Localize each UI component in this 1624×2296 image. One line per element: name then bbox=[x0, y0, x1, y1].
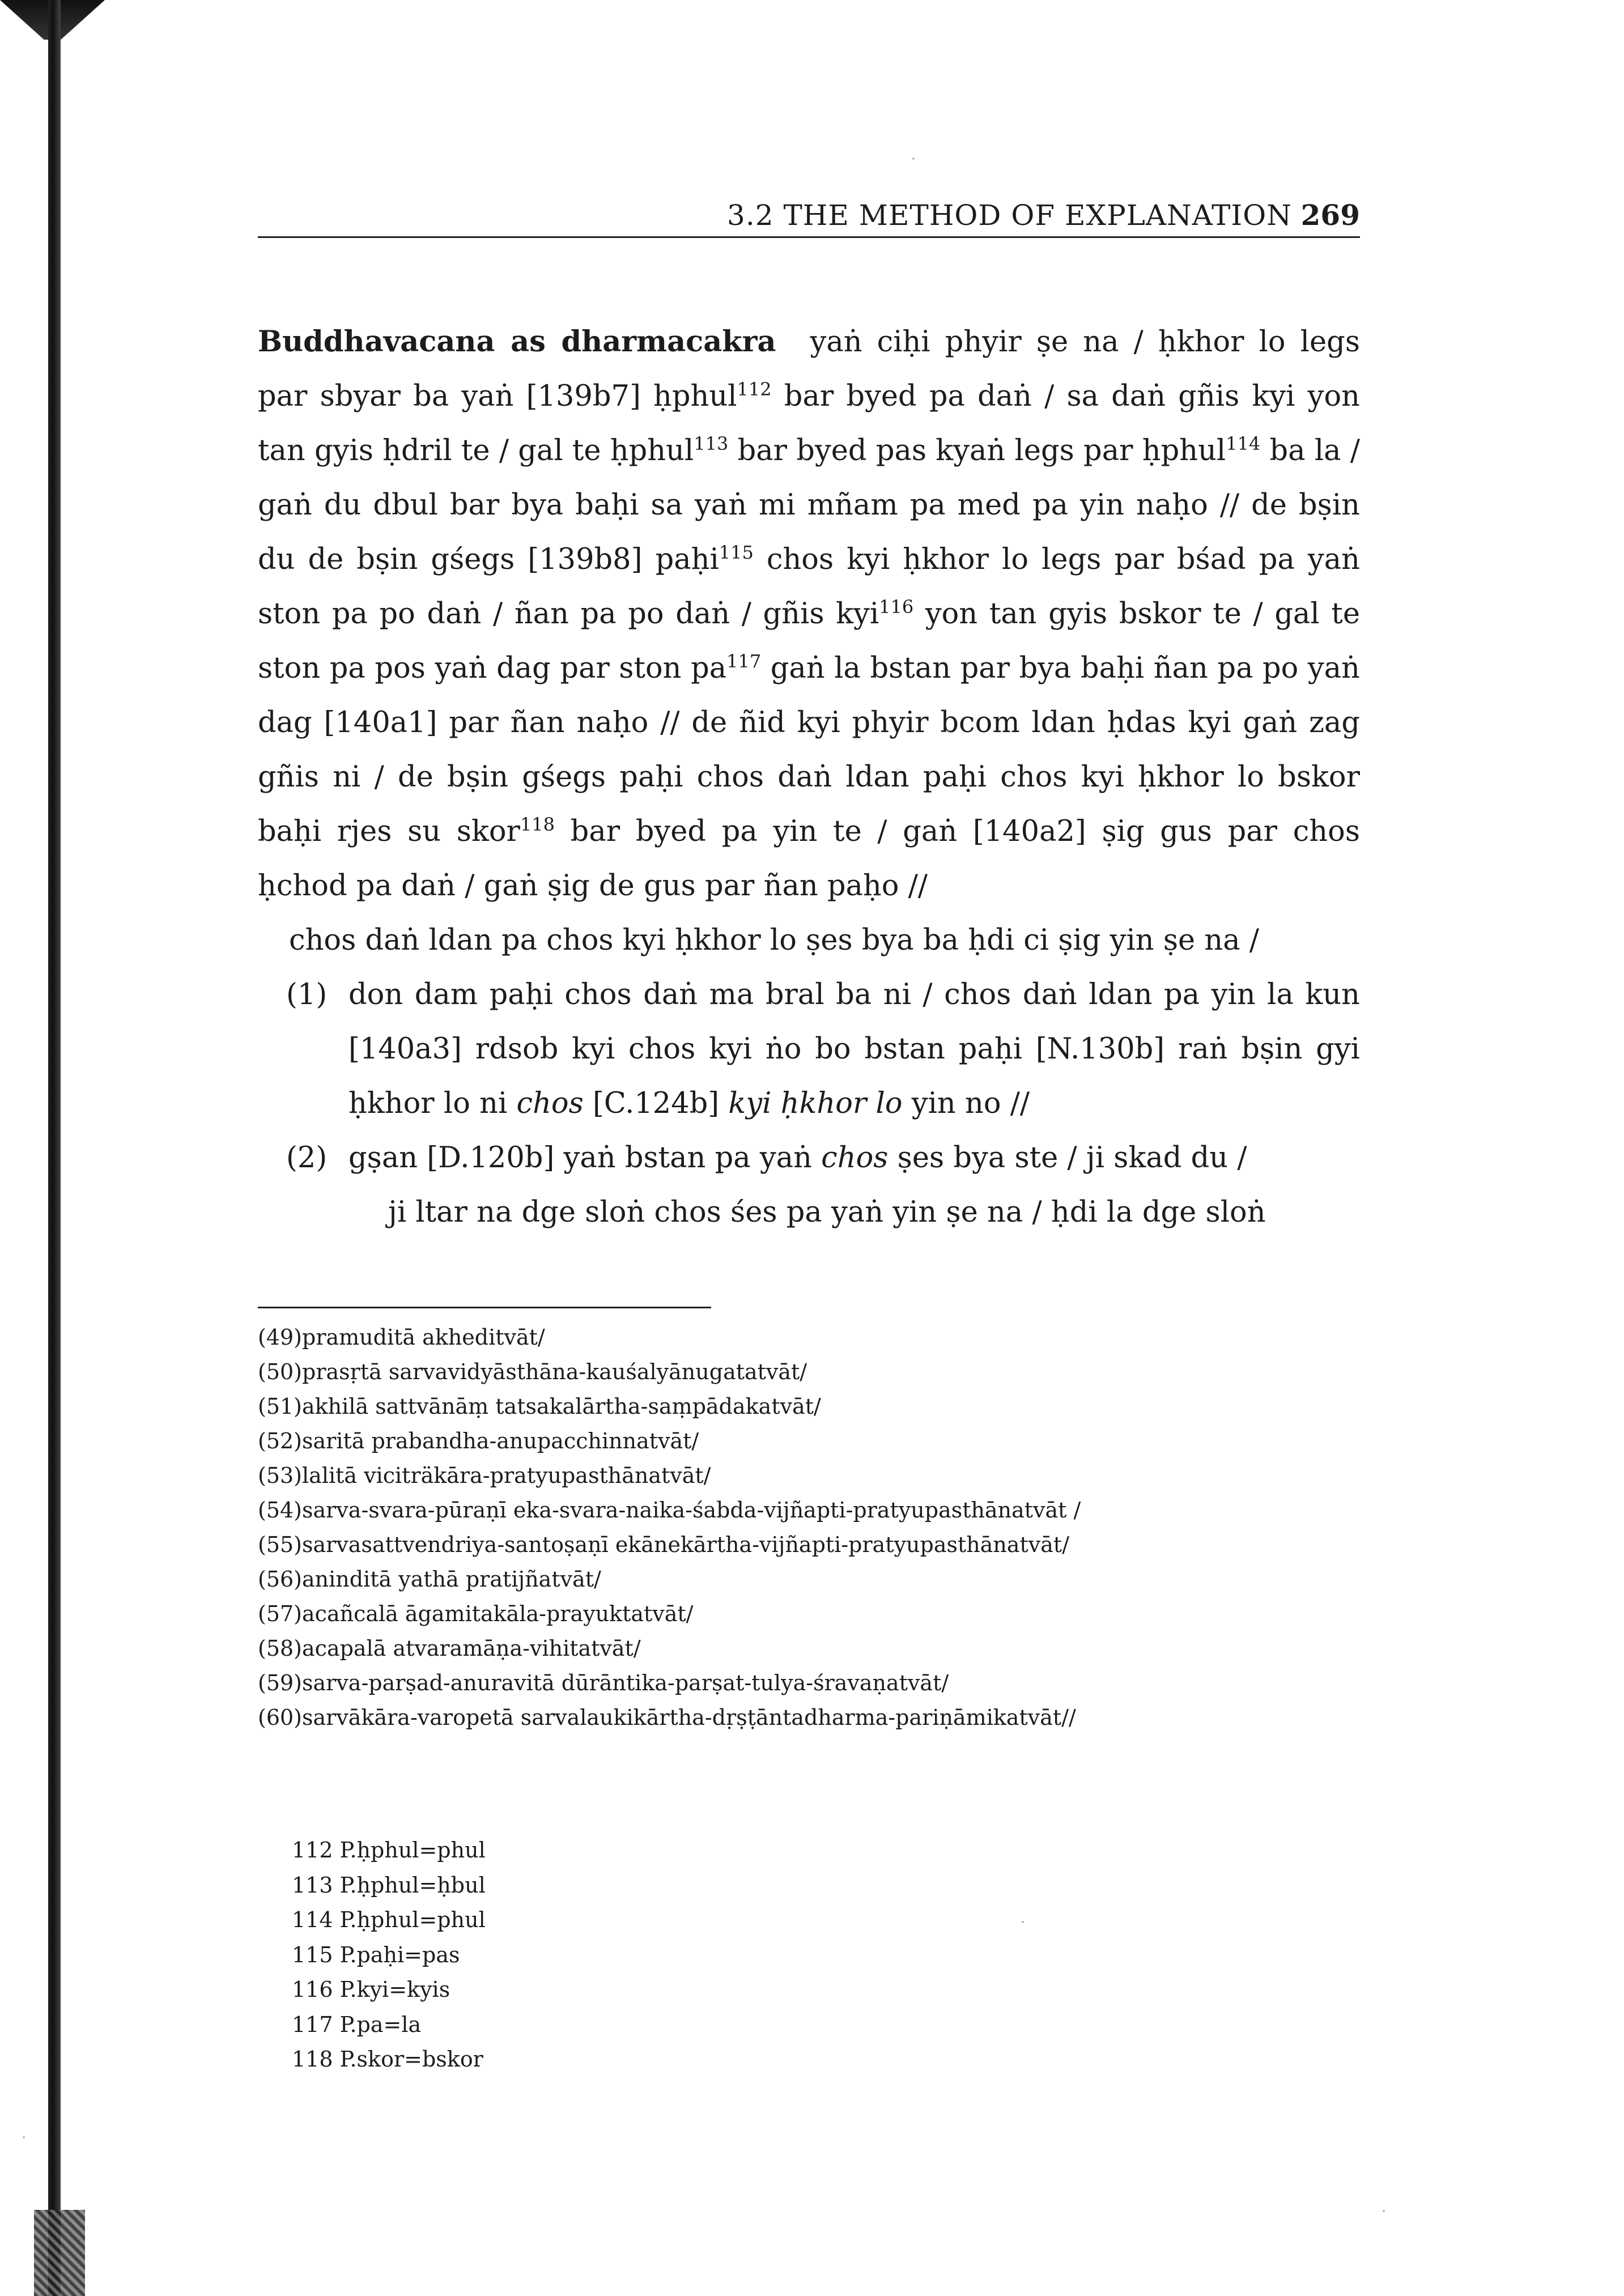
variant-note: 113 P.ḥphul=ḥbul bbox=[292, 1872, 486, 1898]
text-run: bar byed pas kyaṅ legs par ḥphul bbox=[728, 434, 1226, 467]
text-run: yin no // bbox=[902, 1087, 1030, 1120]
note-ref-113[interactable]: 113 bbox=[694, 433, 729, 454]
footnote: (55)sarvasattvendriya-santoṣaṇī ekānekārtha-vijñapti-pratyupasthānatvāt/ bbox=[258, 1532, 1069, 1557]
footnotes bbox=[258, 1320, 1360, 1735]
scan-speck bbox=[23, 2136, 25, 2138]
footnote: (53)lalitā viciträkāra-pratyupasthānatvāt/ bbox=[258, 1463, 711, 1488]
footnote: (59)sarva-parṣad-anuravitā dūrāntika-parṣat-tulya-śravaṇatvāt/ bbox=[258, 1670, 949, 1695]
text-run: bar byed pa daṅ / sa daṅ gñis kyi yon tan gyis ḥdril te / gal te ḥphul bbox=[258, 380, 1360, 467]
note-ref-116[interactable]: 116 bbox=[879, 596, 914, 618]
italic-term: chos bbox=[516, 1087, 584, 1120]
text-run: yon tan gyis bskor te / gal te ston pa pos yaṅ dag par ston pa bbox=[258, 597, 1361, 685]
variant-readings bbox=[292, 1833, 745, 2077]
footnote: (57)acañcalā āgamitakāla-prayuktatvāt/ bbox=[258, 1601, 694, 1626]
text-run: chos kyi ḥkhor lo legs par bśad pa yaṅ ston pa po daṅ / ñan pa po daṅ / gñis kyi bbox=[258, 543, 1360, 631]
item-number: (1) bbox=[286, 978, 328, 1011]
text-run: ṣes bya ste / ji skad du / bbox=[888, 1141, 1247, 1175]
scan-speck bbox=[1383, 2210, 1385, 2212]
note-ref-118[interactable]: 118 bbox=[520, 814, 555, 835]
variant-note: 112 P.ḥphul=phul bbox=[292, 1838, 486, 1863]
note-ref-112[interactable]: 112 bbox=[737, 379, 772, 400]
running-header-section: 3.2 THE METHOD OF EXPLANATION bbox=[727, 199, 1292, 232]
topic-heading: Buddhavacana as dharmacakra bbox=[258, 325, 776, 359]
footnote: (54)sarva-svara-pūraṇī eka-svara-naika-śabda-vijñapti-pratyupasthānatvāt / bbox=[258, 1498, 1081, 1523]
scan-speck bbox=[912, 158, 915, 160]
note-ref-115[interactable]: 115 bbox=[719, 542, 754, 563]
note-ref-114[interactable]: 114 bbox=[1226, 433, 1261, 454]
text-run: gṣan [D.120b] yaṅ bstan pa yaṅ bbox=[348, 1141, 822, 1175]
binding-edge bbox=[48, 0, 61, 2296]
note-ref-117[interactable]: 117 bbox=[726, 650, 762, 672]
scan-speck bbox=[1022, 1921, 1024, 1923]
text-run: gaṅ la bstan par bya baḥi ñan pa po yaṅ dag [140a1] par ñan naḥo // de ñid kyi phyir bcom ldan ḥdas kyi gaṅ zag gñis ni / de bṣin gśegs paḥi chos daṅ ldan paḥi chos kyi ḥkhor lo bskor baḥi rjes su skor bbox=[258, 652, 1360, 848]
footnote: (52)saritā prabandha-anupacchinnatvāt/ bbox=[258, 1428, 699, 1453]
variant-note: 118 P.skor=bskor bbox=[292, 2047, 483, 2072]
main-text bbox=[258, 314, 1360, 1240]
footnote: (50)prasṛtā sarvavidyāsthāna-kauśalyānugatatvāt/ bbox=[258, 1359, 807, 1384]
text-run: [C.124b] bbox=[583, 1087, 729, 1120]
variant-note: 117 P.pa=la bbox=[292, 2012, 422, 2037]
running-header bbox=[258, 195, 1360, 238]
variant-note: 115 P.paḥi=pas bbox=[292, 1942, 460, 1967]
quoted-verse: ji ltar na dge sloṅ chos śes pa yaṅ yin ṣe na / ḥdi la dge sloṅ bbox=[388, 1196, 1266, 1229]
paragraph-1 bbox=[258, 314, 1360, 913]
footnote: (56)aninditā yathā pratijñatvāt/ bbox=[258, 1567, 601, 1592]
italic-term: chos bbox=[821, 1141, 888, 1175]
footnote: (49)pramuditā akheditvāt/ bbox=[258, 1325, 545, 1350]
enumerated-item-1 bbox=[258, 968, 1360, 1131]
page-number: 269 bbox=[1300, 198, 1360, 232]
text-run: ba la / gaṅ du dbul bar bya baḥi sa yaṅ mi mñam pa med pa yin naḥo // de bṣin du de bṣin gśegs [139b8] paḥi bbox=[258, 434, 1360, 576]
variant-note: 114 P.ḥphul=phul bbox=[292, 1907, 486, 1932]
enumerated-item-2 bbox=[258, 1131, 1360, 1185]
footnote: (60)sarvākāra-varopetā sarvalaukikārtha-dṛṣṭāntadharma-pariṇāmikatvāt// bbox=[258, 1705, 1076, 1730]
text-run: bar byed pa yin te / gaṅ [140a2] ṣig gus par chos ḥchod pa daṅ / gaṅ ṣig de gus par ñan paḥo // bbox=[258, 815, 1360, 903]
text-run: don dam paḥi chos daṅ ma bral ba ni / chos daṅ ldan pa yin la kun [140a3] rdsob kyi chos kyi ṅo bo bstan paḥi [N.130b] raṅ bṣin gyi ḥkhor lo ni bbox=[348, 978, 1360, 1120]
variant-note: 116 P.kyi=kyis bbox=[292, 1977, 450, 2002]
paragraph-2: chos daṅ ldan pa chos kyi ḥkhor lo ṣes bya ba ḥdi ci ṣig yin ṣe na / bbox=[289, 924, 1260, 957]
footnote-rule bbox=[258, 1307, 711, 1308]
text-run: yaṅ ciḥi phyir ṣe na / ḥkhor lo legs par sbyar ba yaṅ [139b7] ḥphul bbox=[258, 325, 1360, 413]
binding-edge-bottom bbox=[34, 2210, 85, 2296]
footnote: (58)acapalā atvaramāṇa-vihitatvāt/ bbox=[258, 1636, 641, 1661]
footnote: (51)akhilā sattvānāṃ tatsakalārtha-saṃpādakatvāt/ bbox=[258, 1394, 821, 1419]
item-number: (2) bbox=[286, 1141, 328, 1175]
italic-term: kyi ḥkhor lo bbox=[728, 1087, 903, 1120]
